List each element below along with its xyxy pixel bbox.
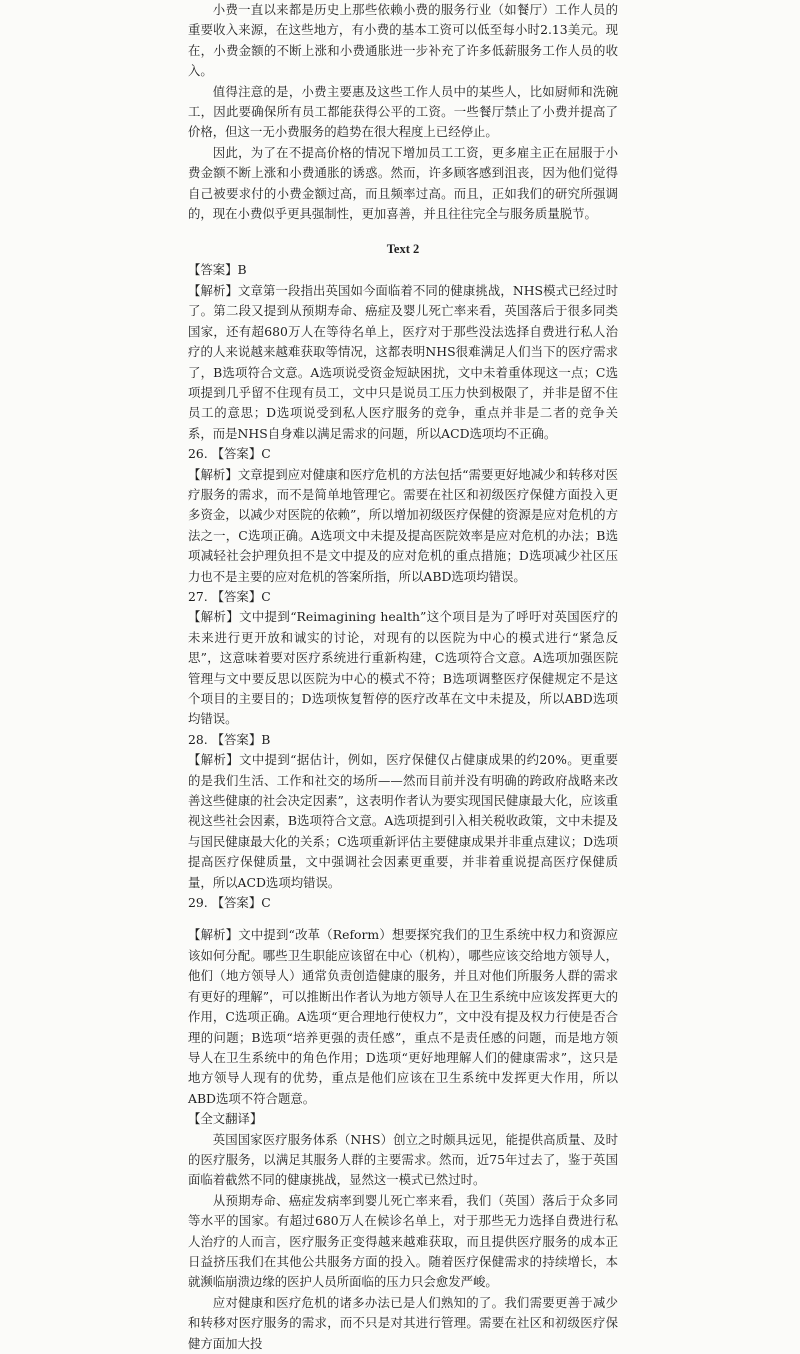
answer-analysis: 【解析】文章提到应对健康和医疗危机的方法包括“需要更好地减少和转移对医疗服务的需求，而不是简单地管理它。需要在社区和初级医疗保健方面投入更多资金，以减少对医院的依赖”，所以增加初级医疗保健的资源是应对危机的方法之一，C选项正确。A选项文中未提及提高医院效率是应对危机的办法；B选项减轻社会护理负担不是文中提及的应对危机的重点措施；D选项减少社区压力也不是主要的应对危机的答案所指，所以ABD选项均错误。 <box>188 466 618 584</box>
answer-analysis: 【解析】文章第一段指出英国如今面临着不同的健康挑战，NHS模式已经过时了。第二段又提到从预期寿命、癌症及婴儿死亡率来看，英国落后于很多同类国家，还有超680万人在等待名单上，医疗对于那些没法选择自费进行私人治疗的人来说越来越难获取等情况，这都表明NHS很难满足人们当下的医疗需求了，B选项符合文意。A选项说受资金短缺困扰，文中未着重体现这一点；C选项提到几乎留不住现有员工，文中只是说员工压力快到极限了，并非是留不住员工的意思；D选项说受到私人医疗服务的竞争，重点并非是二者的竞争关系，而是NHS自身难以满足需求的问题，所以ACD选项均不正确。 <box>188 282 618 441</box>
paragraph: 应对健康和医疗危机的诸多办法已是人们熟知的了。我们需要更善于减少和转移对医疗服务的需求，而不只是对其进行管理。需要在社区和初级医疗保健方面加大投 <box>188 1294 618 1351</box>
answer-entry <box>188 587 618 730</box>
document-page <box>188 0 618 1354</box>
translation-head: 【全文翻译】 <box>188 1111 263 1127</box>
answer-head: 28. 【答案】B <box>188 731 271 747</box>
answer-entry <box>188 730 618 893</box>
answer-entry <box>188 260 618 444</box>
full-translation <box>188 1109 618 1354</box>
section-title: Text 2 <box>386 242 420 257</box>
paragraph: 值得注意的是，小费主要惠及这些工作人员中的某些人，比如厨师和洗碗工，因此要确保所有员工都能获得公平的工资。一些餐厅禁止了小费并提高了价格，但这一无小费服务的趋势在很大程度上已经停止。 <box>188 83 618 140</box>
answer-entry <box>188 893 618 1109</box>
answer-analysis: 【解析】文中提到“改革（Reform）想要探究我们的卫生系统中权力和资源应该如何分配。哪些卫生职能应该留在中心（机构），哪些应该交给地方领导人，他们（地方领导人）通常负责创造健康的服务，并且对他们所服务人群的需求有更好的理解”，可以推断出作者认为地方领导人在卫生系统中应该发挥更大的作用，C选项正确。A选项“更合理地行使权力”，文中没有提及权力行使是否合理的问题；B选项“培养更强的责任感”，重点不是责任感的问题，而是地方领导人在卫生系统中的角色作用；D选项“更好地理解人们的健康需求”，这只是地方领导人现有的优势，重点是他们应该在卫生系统中发挥更大作用，所以ABD选项不符合题意。 <box>188 927 618 1106</box>
answer-analysis: 【解析】文中提到“据估计，例如，医疗保健仅占健康成果的约20%。更重要的是我们生活、工作和社交的场所——然而目前并没有明确的跨政府战略来改善这些健康的社会决定因素”，这表明作者认为要实现国民健康最大化，应该重视这些社会因素，B选项符合文意。A选项提到引入相关税收政策，文中未提及与国民健康最大化的关系；C选项重新评估主要健康成果并非重点建议；D选项提高医疗保健质量，文中强调社会因素更重要，并非着重说提高医疗保健质量，所以ACD选项均错误。 <box>188 752 618 890</box>
intro-paragraphs <box>188 0 618 224</box>
answer-head: 【答案】B <box>188 262 247 278</box>
paragraph: 因此，为了在不提高价格的情况下增加员工工资，更多雇主正在屈服于小费金额不断上涨和小费通胀的诱惑。然而，许多顾客感到沮丧，因为他们觉得自己被要求付的小费金额过高，而且频率过高。而且，正如我们的研究所强调的，现在小费似乎更具强制性，更加喜善，并且往往完全与服务质量脱节。 <box>188 144 618 222</box>
answer-analysis: 【解析】文中提到“Reimagining health”这个项目是为了呼吁对英国医疗的未来进行更开放和诚实的讨论，对现有的以医院为中心的模式进行“紧急反思”，这意味着要对医疗系统进行重新构建，C选项符合文意。A选项加强医院管理与文中要反思以医院为中心的模式不符；B选项调整医疗保健规定不是这个项目的主要目的；D选项恢复暂停的医疗改革在文中未提及，所以ABD选项均错误。 <box>188 609 618 727</box>
paragraph: 从预期寿命、癌症发病率到婴儿死亡率来看，我们（英国）落后于众多同等水平的国家。有超过680万人在候诊名单上，对于那些无力选择自费进行私人治疗的人而言，医疗服务正变得越来越难获取，而且提供医疗服务的成本正日益挤压我们在其他公共服务方面的投入。随着医疗保健需求的持续增长，本就濒临崩溃边缘的医护人员所面临的压力只会愈发严峻。 <box>188 1192 618 1290</box>
answer-head: 29. 【答案】C <box>188 895 271 911</box>
paragraph: 小费一直以来都是历史上那些依赖小费的服务行业（如餐厅）工作人员的重要收入来源，在这些地方，有小费的基本工资可以低至每小时2.13美元。现在，小费金额的不断上涨和小费通胀进一步补充了许多低薪服务工作人员的收入。 <box>188 2 618 79</box>
answer-head: 27. 【答案】C <box>188 588 271 604</box>
paragraph: 英国国家医疗服务体系（NHS）创立之时颇具远见，能提供高质量、及时的医疗服务，以满足其服务人群的主要需求。然而，近75年过去了，鉴于英国面临着截然不同的健康挑战，显然这一模式已然过时。 <box>188 1131 618 1188</box>
answer-head: 26. 【答案】C <box>188 446 271 462</box>
answer-entry <box>188 444 618 587</box>
